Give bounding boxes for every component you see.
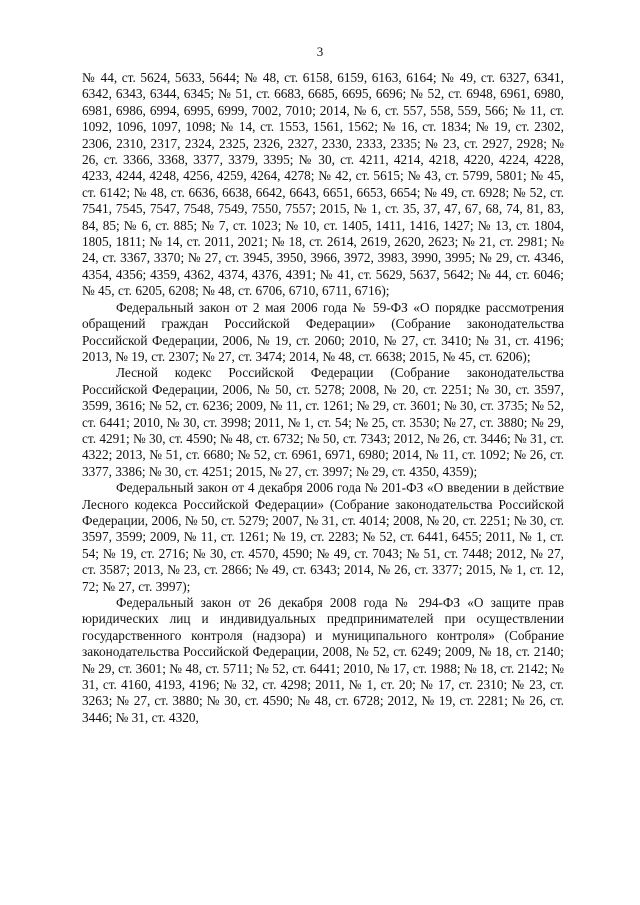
page-number: 3 xyxy=(316,44,324,59)
paragraph-law-294-fz: Федеральный закон от 26 декабря 2008 года № 294-ФЗ «О защите прав юридических лиц и индивидуальных предпринимателей при осуществлении государственного контроля (надзора) и муниципального контроля» (Собрание законодательства Российской Федерации, 2008, № 52, ст. 6249; 2009, № 18, ст. 2140; № 29, ст. 3601; № 48, ст. 5711; № 52, ст. 6441; 2010, № 17, ст. 1988; № 18, ст. 2142; № 31, ст. 4160, 4193, 4196; № 32, ст. 4298; 2011, № 1, ст. 20; № 17, ст. 2310; № 23, ст. 3263; № 27, ст. 3880; № 30, ст. 4590; № 48, ст. 6728; 2012, № 19, ст. 2281; № 26, ст. 3446; № 31, ст. 4320, xyxy=(82,595,564,725)
document-body xyxy=(82,70,564,726)
paragraph-law-201-fz: Федеральный закон от 4 декабря 2006 года № 201-ФЗ «О введении в действие Лесного кодекса Российской Федерации» (Собрание законодательства Российской Федерации, 2006, № 50, ст. 5279; 2007, № 31, ст. 4014; 2008, № 20, ст. 2251; № 30, ст. 3597, 3599; 2009, № 11, ст. 1261; № 19, ст. 2283; № 52, ст. 6441, 6455; 2011, № 1, ст. 54; № 19, ст. 2716; № 30, ст. 4570, 4590; № 49, ст. 7043; № 51, ст. 7448; 2012, № 27, ст. 3587; 2013, № 23, ст. 2866; № 49, ст. 6343; 2014, № 26, ст. 3377; 2015, № 1, ст. 12, 72; № 27, ст. 3997); xyxy=(82,480,564,594)
paragraph-forest-code: Лесной кодекс Российской Федерации (Собрание законодательства Российской Федерации, 2006, № 50, ст. 5278; 2008, № 20, ст. 2251; № 30, ст. 3597, 3599, 3616; № 52, ст. 6236; 2009, № 11, ст. 1261; № 29, ст. 3601; № 30, ст. 3735; № 52, ст. 6441; 2010, № 30, ст. 3998; 2011, № 1, ст. 54; № 25, ст. 3530; № 27, ст. 3880; № 29, ст. 4291; № 30, ст. 4590; № 48, ст. 6732; № 50, ст. 7343; 2012, № 26, ст. 3446; № 31, ст. 4322; 2013, № 51, ст. 6680; № 52, ст. 6961, 6971, 6980; 2014, № 11, ст. 1092; № 26, ст. 3377, 3386; № 30, ст. 4251; 2015, № 27, ст. 3997; № 29, ст. 4350, 4359); xyxy=(82,365,564,479)
paragraph-law-59-fz: Федеральный закон от 2 мая 2006 года № 59-ФЗ «О порядке рассмотрения обращений граждан Российской Федерации» (Собрание законодательства Российской Федерации, 2006, № 19, ст. 2060; 2010, № 27, ст. 3410; № 31, ст. 4196; 2013, № 19, ст. 2307; № 27, ст. 3474; 2014, № 48, ст. 6638; 2015, № 45, ст. 6206); xyxy=(82,299,564,364)
paragraph-continued-citations: № 44, ст. 5624, 5633, 5644; № 48, ст. 6158, 6159, 6163, 6164; № 49, ст. 6327, 6341, 6342, 6343, 6344, 6345; № 51, ст. 6683, 6685, 6695, 6696; № 52, ст. 6948, 6961, 6980, 6981, 6986, 6994, 6995, 6999, 7002, 7010; 2014, № 6, ст. 557, 558, 559, 566; № 11, ст. 1092, 1096, 1097, 1098; № 14, ст. 1553, 1561, 1562; № 16, ст. 1834; № 19, ст. 2302, 2306, 2310, 2317, 2324, 2325, 2326, 2327, 2330, 2333, 2335; № 23, ст. 2927, 2928; № 26, ст. 3366, 3368, 3377, 3379, 3395; № 30, ст. 4211, 4214, 4218, 4220, 4224, 4228, 4233, 4244, 4248, 4256, 4259, 4264, 4278; № 42, ст. 5615; № 43, ст. 5799, 5801; № 45, ст. 6142; № 48, ст. 6636, 6638, 6642, 6643, 6651, 6653, 6654; № 49, ст. 6928; № 52, ст. 7541, 7545, 7547, 7548, 7549, 7550, 7557; 2015, № 1, ст. 35, 37, 47, 67, 68, 74, 81, 83, 84, 85; № 6, ст. 885; № 7, ст. 1023; № 10, ст. 1405, 1411, 1416, 1427; № 13, ст. 1804, 1805, 1811; № 14, ст. 2011, 2021; № 18, ст. 2614, 2619, 2620, 2623; № 21, ст. 2981; № 24, ст. 3367, 3370; № 27, ст. 3945, 3950, 3966, 3972, 3983, 3990, 3995; № 29, ст. 4346, 4354, 4356; 4359, 4362, 4374, 4376, 4391; № 41, ст. 5629, 5637, 5642; № 44, ст. 6046; № 45, ст. 6205, 6208; № 48, ст. 6706, 6710, 6711, 6716); xyxy=(82,70,564,299)
